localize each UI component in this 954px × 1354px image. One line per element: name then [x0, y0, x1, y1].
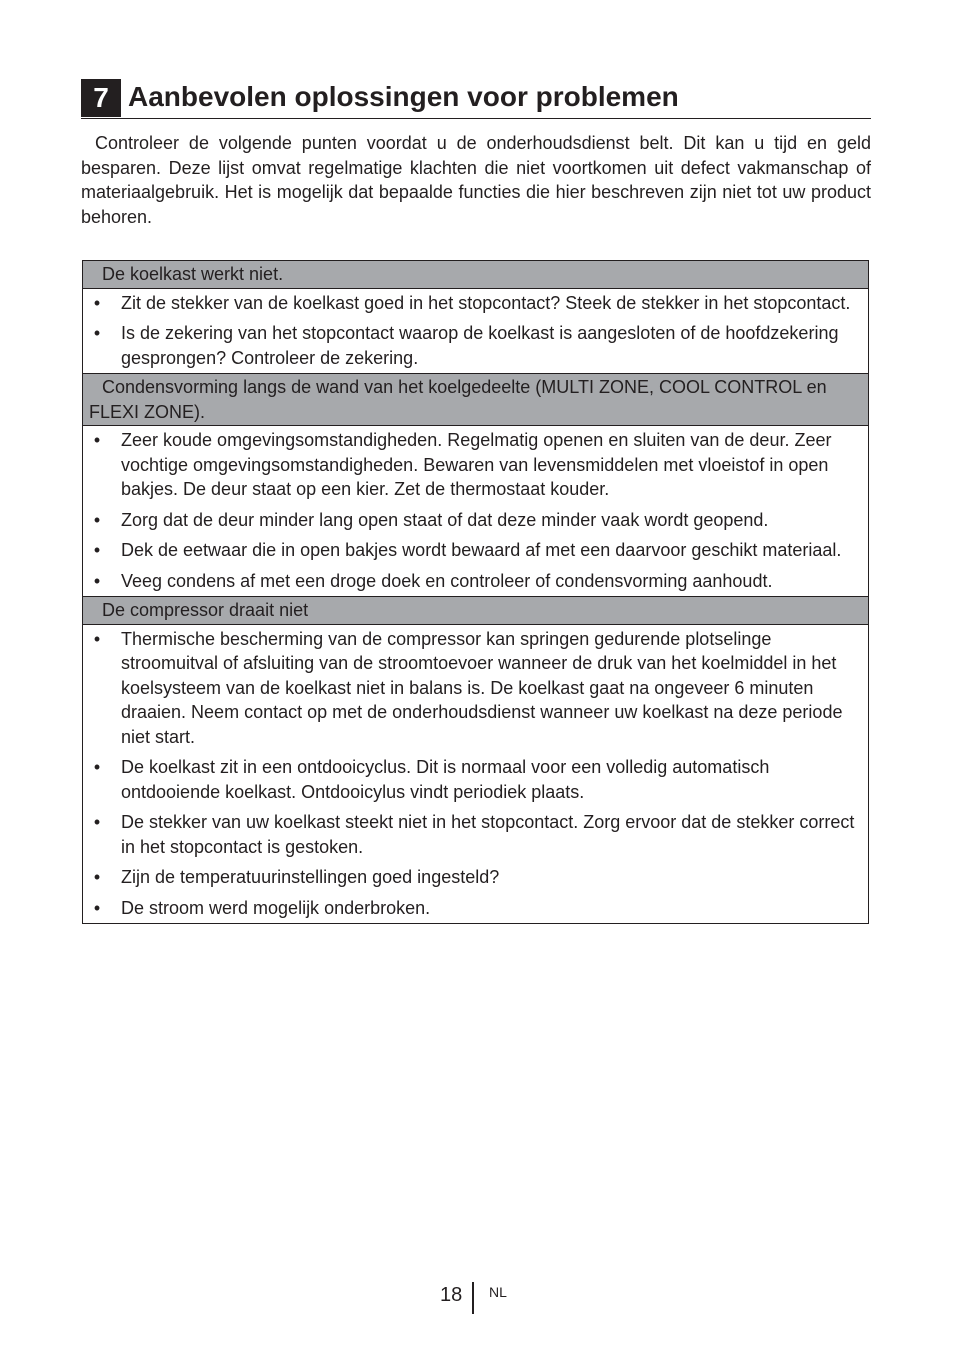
list-item [83, 538, 868, 563]
list-item [83, 508, 868, 533]
solution-list [83, 625, 868, 924]
bullet-icon: • [93, 628, 101, 649]
solution-text: Is de zekering van het stopcontact waarop de koelkast is aangesloten of de hoofdzekering gesprongen? Controleer de zekering. [121, 323, 839, 368]
solution-text: Zorg dat de deur minder lang open staat of dat deze minder vaak wordt geopend. [121, 509, 769, 530]
bullet-icon: • [93, 540, 101, 560]
troubleshooting-table [82, 260, 869, 924]
solution-text: De stroom werd mogelijk onderbroken. [121, 897, 431, 918]
solution-text: Thermische bescherming van de compressor kan springen gedurende plotselinge stroomuitval of afsluiting van de stroomtoevoer wanneer de druk van het koelmiddel in het koelsysteem van de koelkast niet in balans is. De koelkast gaat na ongeveer 6 minuten draaien. Neem contact op met de onderhoudsdienst wanneer uw koelkast na deze periode niet start. [121, 628, 843, 747]
solution-text: De koelkast zit in een ontdooicyclus. Dit is normaal voor een volledig automatisch ontdooiende koelkast. Ontdooicylus vindt periodiek plaats. [121, 757, 770, 802]
section-heading [81, 77, 871, 119]
list-item [83, 291, 868, 316]
bullet-icon: • [93, 812, 101, 832]
bullet-icon: • [93, 867, 101, 887]
page-title: Aanbevolen oplossingen voor problemen [128, 81, 679, 112]
section-number-badge: 7 [81, 79, 121, 117]
bullet-icon: • [93, 509, 101, 530]
list-item [83, 810, 868, 859]
solution-text: Zit de stekker van de koelkast goed in het stopcontact? Steek de stekker in het stopcontact. [121, 292, 851, 313]
bullet-icon: • [93, 570, 101, 591]
bullet-icon: • [93, 430, 101, 450]
list-item [83, 428, 868, 502]
problem-header: Condensvorming langs de wand van het koelgedeelte (MULTI ZONE, COOL CONTROL en FLEXI ZONE). [83, 374, 868, 426]
list-item [83, 569, 868, 594]
list-item [83, 865, 868, 890]
solution-list [83, 426, 868, 597]
language-code: NL [489, 1284, 507, 1300]
solution-text: De stekker van uw koelkast steekt niet in het stopcontact. Zorg ervoor dat de stekker correct in het stopcontact is gestoken. [121, 812, 855, 857]
intro-paragraph: Controleer de volgende punten voordat u de onderhoudsdienst belt. Dit kan u tijd en geld besparen. Deze lijst omvat regelmatige klachten die niet voortkomen uit defect vakmanschap of materiaalgebruik. Het is mogelijk dat bepaalde functies die hier beschreven zijn niet tot uw product behoren. [81, 133, 871, 227]
list-item [83, 627, 868, 750]
solution-text: Veeg condens af met een droge doek en controleer of condensvorming aanhoudt. [121, 570, 773, 591]
solution-text: Zijn de temperatuurinstellingen goed ingesteld? [121, 867, 500, 887]
footer-divider [472, 1282, 474, 1314]
bullet-icon: • [93, 897, 101, 918]
bullet-icon: • [93, 323, 101, 343]
page-footer [0, 1280, 954, 1320]
bullet-icon: • [93, 292, 101, 313]
page-number: 18 [440, 1284, 463, 1306]
solution-text: Zeer koude omgevingsomstandigheden. Regelmatig openen en sluiten van de deur. Zeer vochtige omgevingsomstandigheden. Bewaren van levensmiddelen met vloeistof in open bakjes. De deur staat op een kier. Zet de thermostaat kouder. [121, 430, 832, 499]
problem-header: De koelkast werkt niet. [83, 261, 868, 289]
solution-text: Dek de eetwaar die in open bakjes wordt bewaard af met een daarvoor geschikt materiaal. [121, 540, 842, 560]
list-item [83, 896, 868, 921]
list-item [83, 755, 868, 804]
problem-header: De compressor draait niet [83, 597, 868, 625]
bullet-icon: • [93, 757, 101, 777]
list-item [83, 321, 868, 370]
solution-list [83, 289, 868, 375]
